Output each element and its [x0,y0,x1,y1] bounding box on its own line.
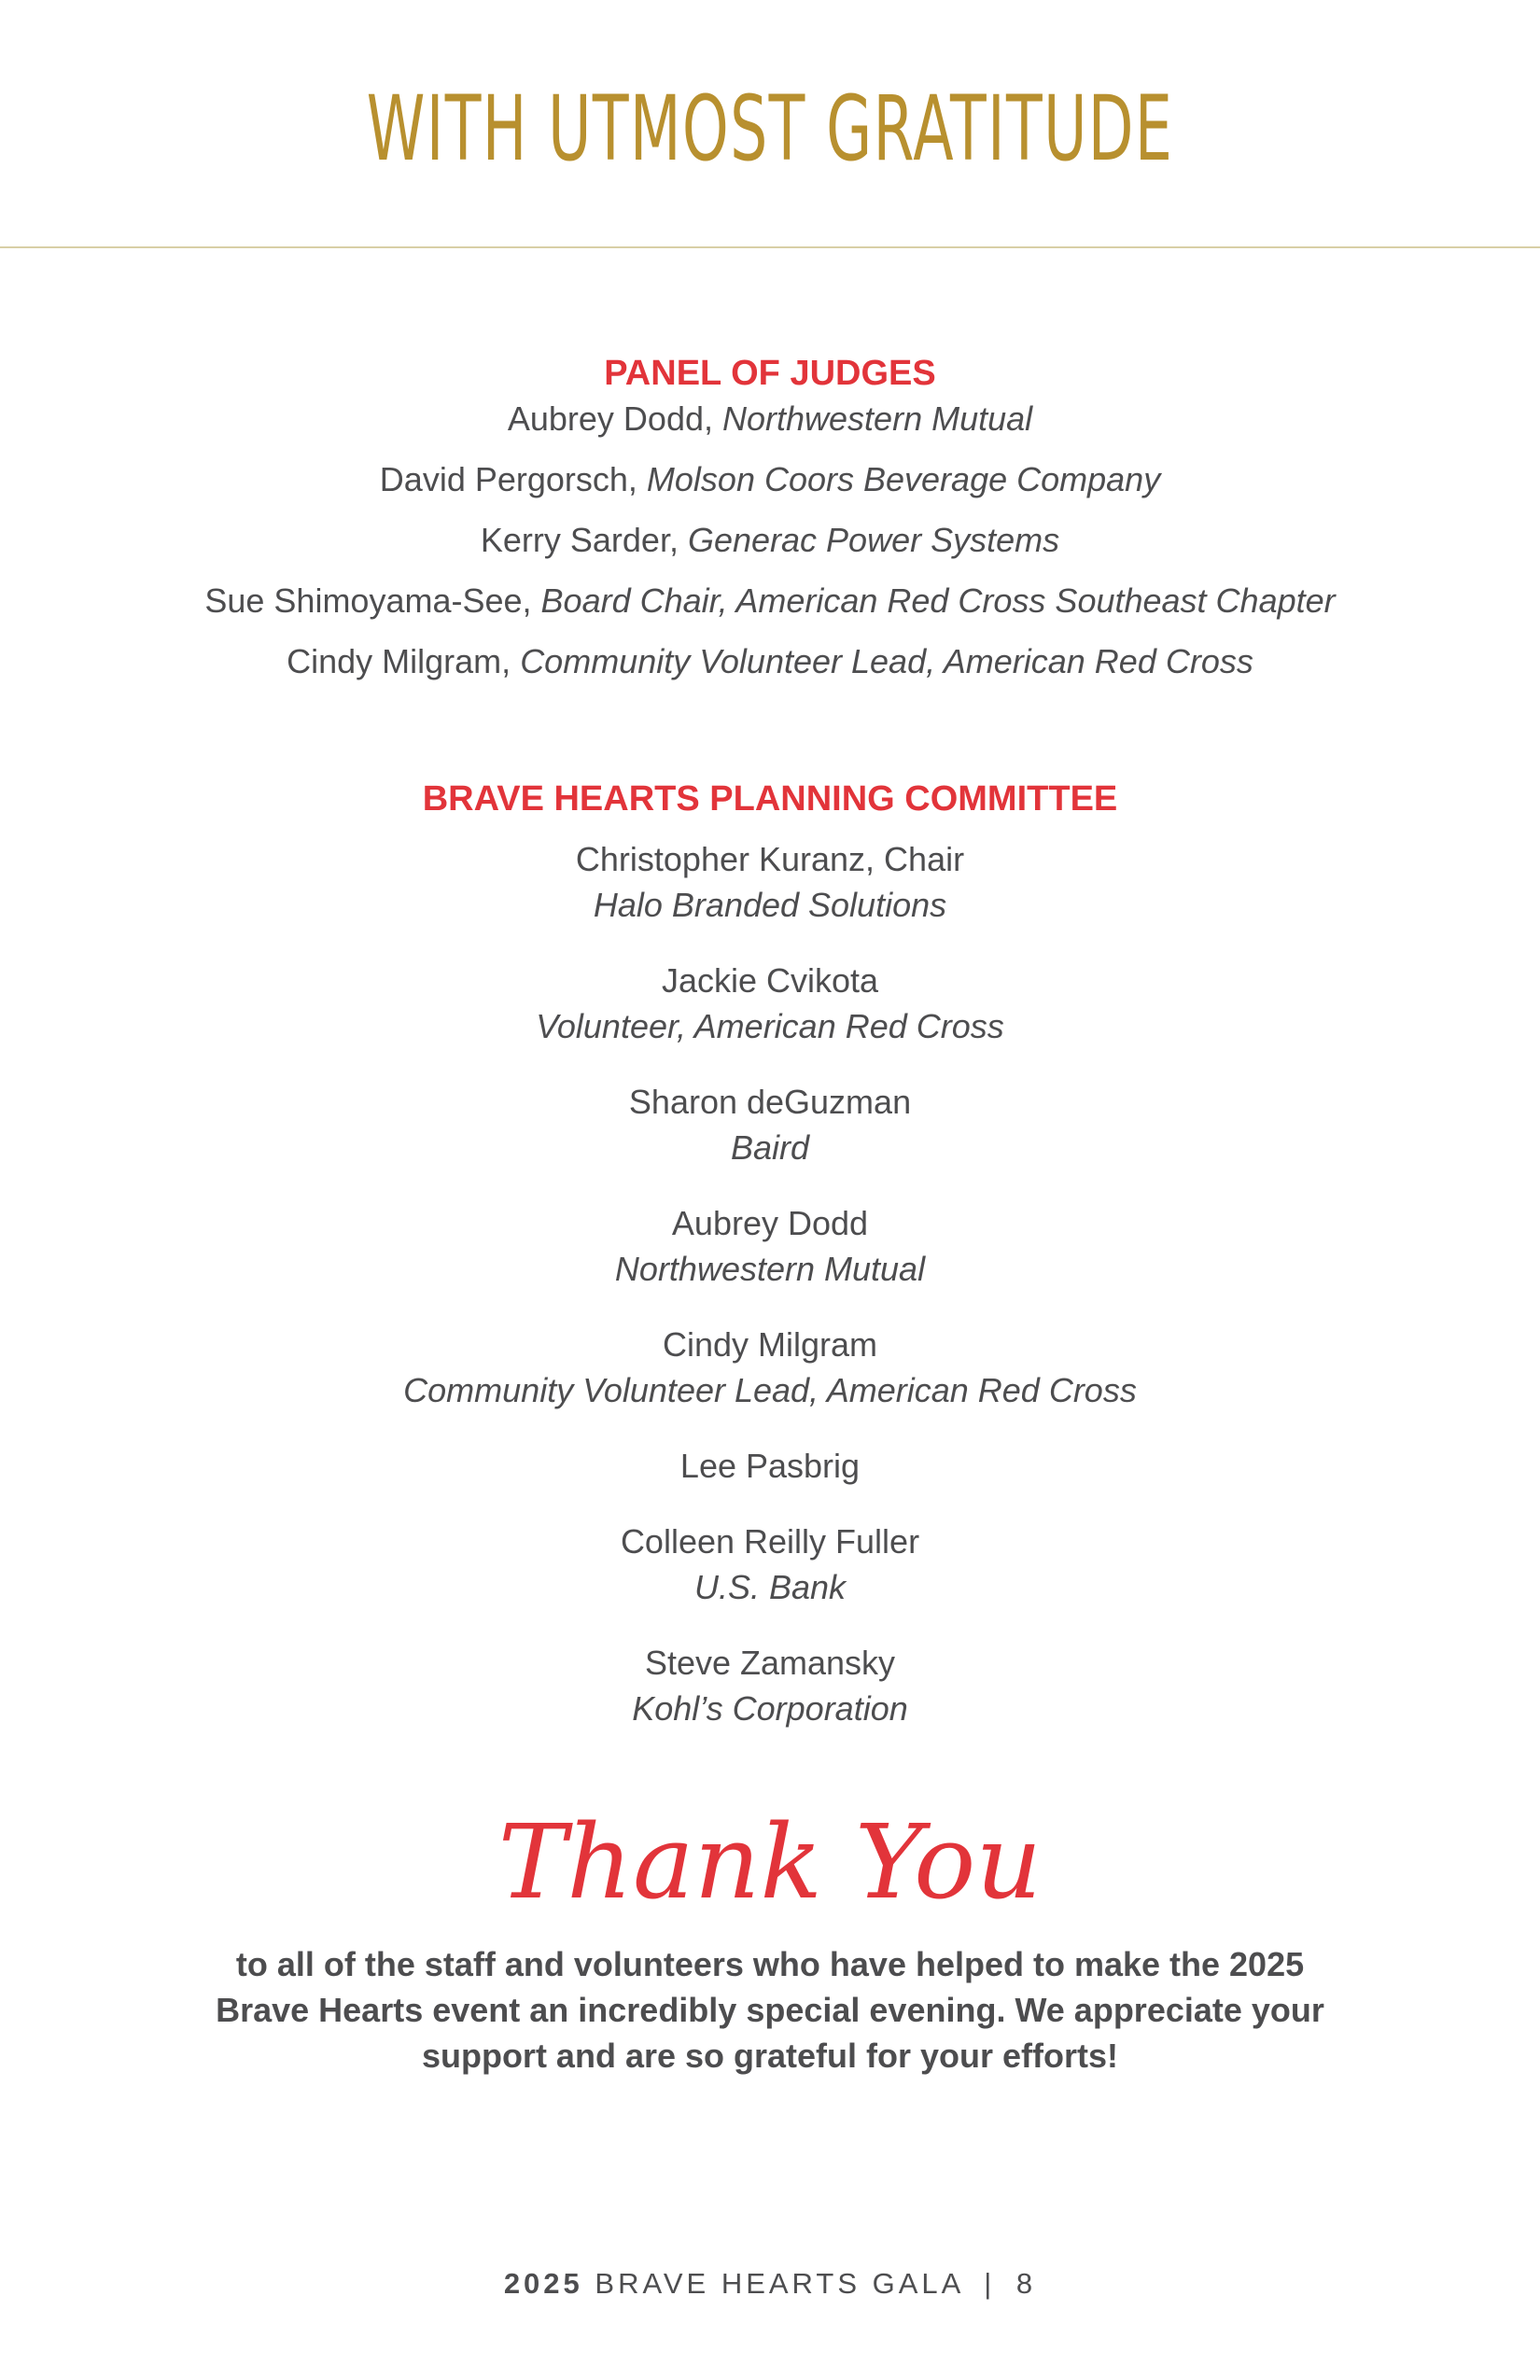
thank-you-message [0,1941,1540,2079]
member-name: Cindy Milgram [662,1325,878,1364]
member-name: Sharon deGuzman [628,1083,912,1121]
committee-member [0,836,1540,928]
judge-org: Generac Power Systems [687,521,1060,559]
member-org: U.S. Bank [693,1568,847,1606]
judge-org: Northwestern Mutual [722,399,1033,438]
judge-item [0,510,1540,570]
judge-item [0,570,1540,631]
committee-member [0,1443,1540,1489]
judge-org: Board Chair, American Red Cross Southeast Chapter [540,581,1336,620]
member-org: Halo Branded Solutions [593,886,947,924]
page-number: 8 [1015,2267,1037,2300]
judge-name: Aubrey Dodd, [507,399,722,438]
judges-section [0,353,1540,692]
judge-item [0,388,1540,449]
judge-name: Kerry Sarder, [480,521,688,559]
member-name: Jackie Cvikota [661,961,879,1000]
committee-member [0,1200,1540,1292]
member-org: Volunteer, American Red Cross [536,1007,1004,1045]
member-org: Northwestern Mutual [614,1250,926,1288]
member-name: Christopher Kuranz, Chair [575,840,965,878]
judges-heading: PANEL OF JUDGES [604,354,936,393]
committee-heading: BRAVE HEARTS PLANNING COMMITTEE [422,779,1118,819]
member-name: Aubrey Dodd [671,1204,869,1242]
footer-year: 2025 [503,2267,583,2300]
committee-member [0,1322,1540,1413]
member-org: Kohl’s Corporation [632,1689,908,1728]
committee-member [0,1079,1540,1170]
judge-org: Molson Coors Beverage Company [646,460,1161,498]
member-name: Colleen Reilly Fuller [620,1522,920,1561]
judge-name: Sue Shimoyama-See, [204,581,541,620]
page-footer [0,2263,1540,2304]
judge-item [0,631,1540,692]
judge-name: David Pergorsch, [379,460,647,498]
page-title: WITH UTMOST GRATITUDE [366,77,1174,181]
message-line: to all of the staff and volunteers who have helped to make the 2025 [235,1945,1305,1983]
member-name: Lee Pasbrig [679,1447,861,1485]
committee-member [0,1640,1540,1731]
committee-section [0,778,1540,1761]
footer-separator: | [984,2267,996,2300]
message-line: Brave Hearts event an incredibly special evening. We appreciate your [216,1991,1324,2029]
judge-item [0,449,1540,510]
member-org: Baird [730,1128,810,1167]
committee-member [0,1519,1540,1610]
committee-member [0,958,1540,1049]
member-name: Steve Zamansky [644,1644,896,1682]
footer-event: BRAVE HEARTS GALA [595,2267,963,2300]
divider [0,246,1540,248]
message-line: support and are so grateful for your efforts! [421,2037,1119,2075]
thank-you-script: Thank You [497,1802,1043,1922]
judge-name: Cindy Milgram, [287,642,521,680]
judge-org: Community Volunteer Lead, American Red Cross [520,642,1253,680]
member-org: Community Volunteer Lead, American Red Cross [403,1371,1137,1409]
